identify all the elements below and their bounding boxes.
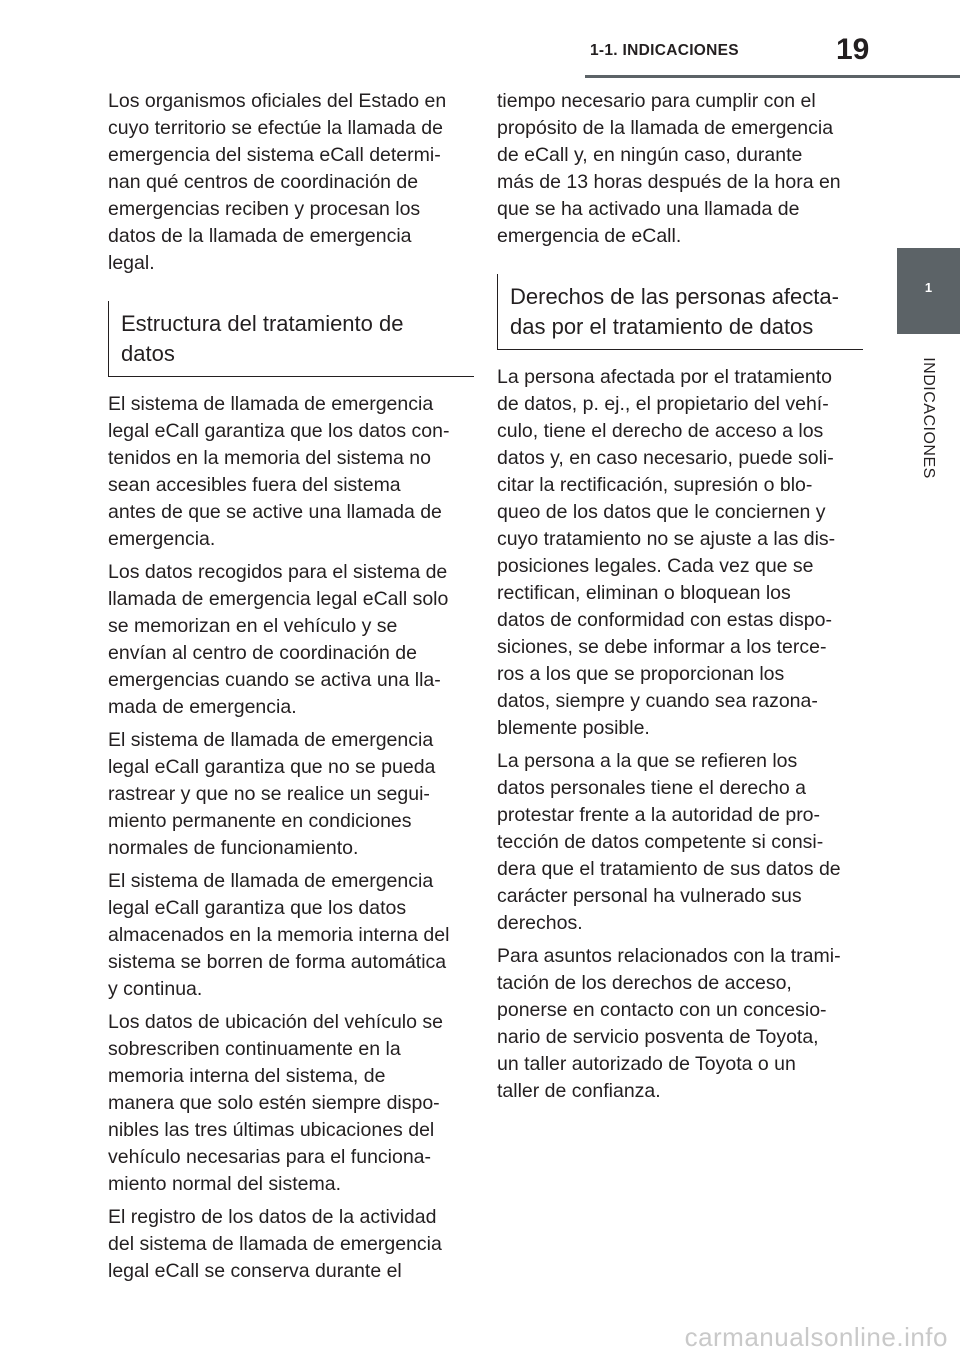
right-paragraph-4: Para asuntos relacionados con la trami- tación de los derechos de acceso, ponerse en contacto con un concesio- nario de servicio posventa de Toyota, un taller autorizado de Toyota o un taller de confianza.	[497, 945, 841, 1102]
header-rule	[585, 75, 960, 78]
left-paragraph-4: El sistema de llamada de emergencia legal eCall garantiza que no se pueda rastrear y que no se realice un segui- miento permanente en condiciones normales de funcionamiento.	[108, 729, 436, 859]
chapter-tab-number: 1	[924, 280, 933, 295]
left-paragraph-1: Los organismos oficiales del Estado en cuyo territorio se efectúe la llamada de emergencia del sistema eCall determi- nan qué centros de coordinación de emergencias reciben y procesan los datos de la llamada de emergencia legal.	[108, 90, 447, 274]
left-paragraph-5: El sistema de llamada de emergencia legal eCall garantiza que los datos almacenados en la memoria interna del sistema se borren de forma automática y continua.	[108, 870, 450, 1000]
right-paragraph-1: tiempo necesario para cumplir con el propósito de la llamada de emergencia de eCall y, en ningún caso, durante más de 13 horas después de la hora en que se ha activado una llamada de emergencia de eCall.	[497, 90, 841, 247]
left-column	[108, 88, 468, 1291]
right-paragraph-3: La persona a la que se refieren los datos personales tiene el derecho a protestar frente a la autoridad de pro- tección de datos competente si consi- dera que el tratamiento de sus datos de carácter personal ha vulnerado sus derechos.	[497, 750, 841, 934]
left-paragraph-6: Los datos de ubicación del vehículo se sobrescriben continuamente en la memoria interna del sistema, de manera que solo estén siempre dispo- nibles las tres últimas ubicaciones del vehículo necesarias para el funciona- miento normal del sistema.	[108, 1011, 443, 1195]
left-paragraph-7: El registro de los datos de la actividad del sistema de llamada de emergencia legal eCall se conserva durante el	[108, 1206, 442, 1282]
left-paragraph-2: El sistema de llamada de emergencia legal eCall garantiza que los datos con- tenidos en la memoria del sistema no sean accesibles fuera del sistema antes de que se active una llamada de emergencia.	[108, 393, 450, 550]
left-paragraph-3: Los datos recogidos para el sistema de llamada de emergencia legal eCall solo se memorizan en el vehículo y se envían al centro de coordinación de emergencias cuando se activa una lla- mada de emergencia.	[108, 561, 449, 718]
chapter-side-label: INDICACIONES	[920, 357, 937, 479]
header-section-title: 1-1. INDICACIONES	[590, 42, 739, 59]
right-column	[497, 88, 857, 1111]
chapter-tab	[897, 248, 960, 334]
right-paragraph-2: La persona afectada por el tratamiento de datos, p. ej., el propietario del vehí- culo, tiene el derecho de acceso a los datos y, en caso necesario, puede soli- citar la rectificación, supresión o blo- queo de los datos que le conciernen y cuyo tratamiento no se ajuste a las dis- posiciones legales. Cada vez que se rectifican, eliminan o bloquean los datos de conformidad con estas dispo- siciones, se debe informar a los terce- ros a los que se proporcionan los datos, siempre y cuando sea razona- blemente posible.	[497, 366, 836, 739]
watermark: carmanualsonline.info	[684, 1322, 948, 1352]
page-number: 19	[836, 33, 870, 66]
section-heading-data-processing: Estructura del tratamiento de datos	[108, 301, 468, 377]
section-heading-rights: Derechos de las personas afecta- das por el tratamiento de datos	[497, 274, 857, 350]
